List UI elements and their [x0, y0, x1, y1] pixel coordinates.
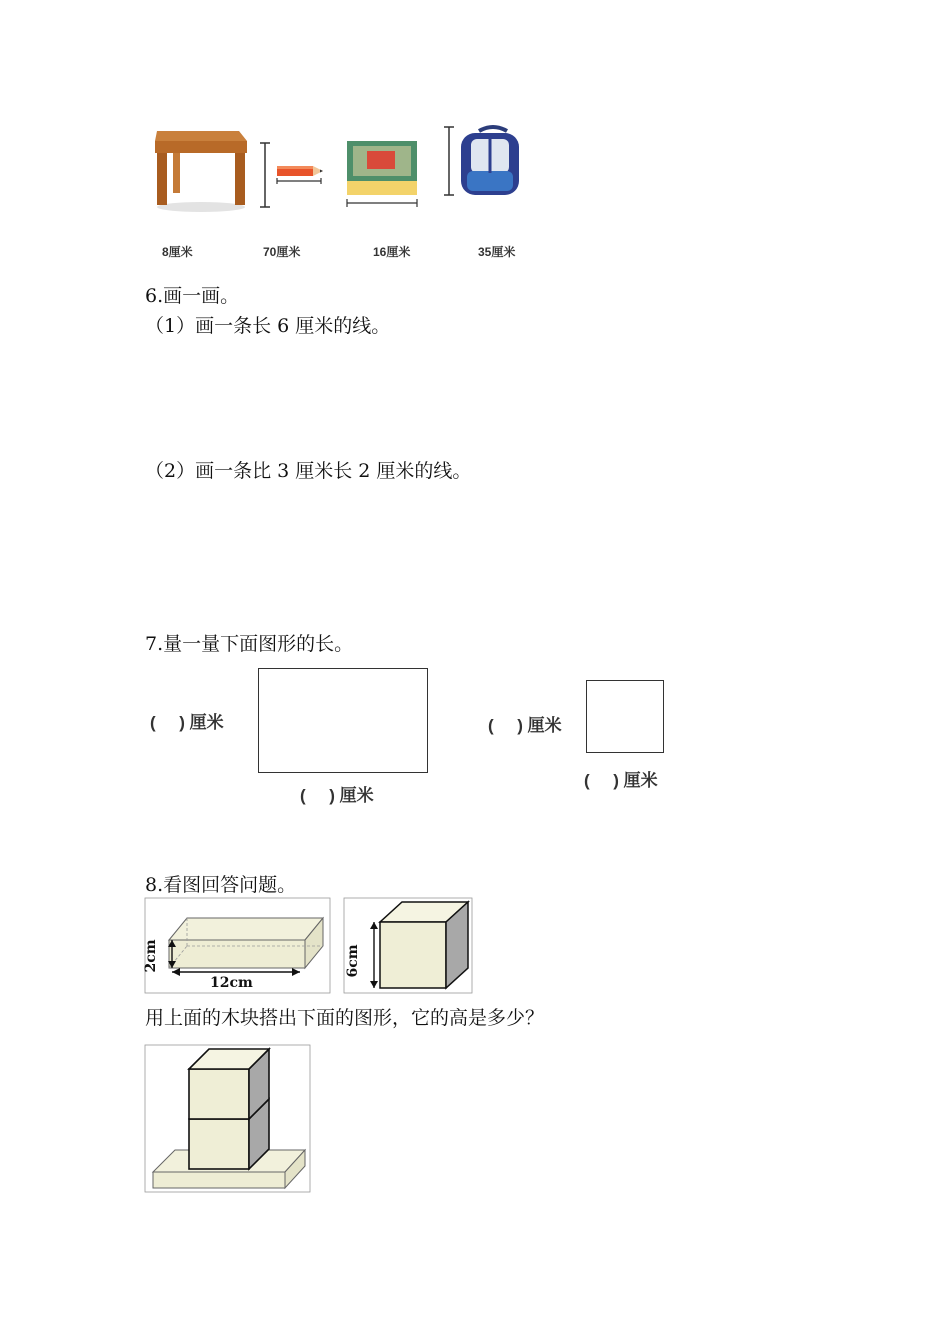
stacked-figure	[145, 1045, 310, 1192]
q8-question: 用上面的木块搭出下面的图形，它的高是多少？	[145, 1007, 545, 1029]
measure-label: 35厘米	[478, 245, 516, 259]
cube-figure	[344, 898, 472, 993]
square-side-answer[interactable]: ( ) 厘米	[488, 716, 562, 735]
measure-label: 8厘米	[162, 245, 193, 259]
block-length-label: 12cm	[210, 975, 253, 991]
measure-label: 16厘米	[373, 245, 411, 259]
pencil-icon	[275, 163, 327, 185]
q6-title: 6.画一画。	[145, 285, 240, 307]
q6-part2: （2）画一条比 3 厘米长 2 厘米的线。	[145, 460, 472, 482]
objects-row	[145, 115, 535, 215]
book-icon	[343, 137, 423, 207]
backpack-icon	[441, 123, 531, 205]
rectangle-shape	[258, 668, 428, 773]
block-height-label: 2cm	[143, 939, 159, 973]
q6-part1: （1）画一条长 6 厘米的线。	[145, 315, 391, 337]
q7-title: 7.量一量下面图形的长。	[145, 633, 354, 655]
cube-height-label: 6cm	[345, 944, 361, 978]
square-shape	[586, 680, 664, 753]
q8-title: 8.看图回答问题。	[145, 874, 297, 896]
rect-width-answer[interactable]: ( ) 厘米	[150, 713, 224, 732]
rect-length-answer[interactable]: ( ) 厘米	[300, 786, 374, 805]
measure-label: 70厘米	[263, 245, 301, 259]
table-icon	[153, 123, 278, 218]
square-bottom-answer[interactable]: ( ) 厘米	[584, 771, 658, 790]
